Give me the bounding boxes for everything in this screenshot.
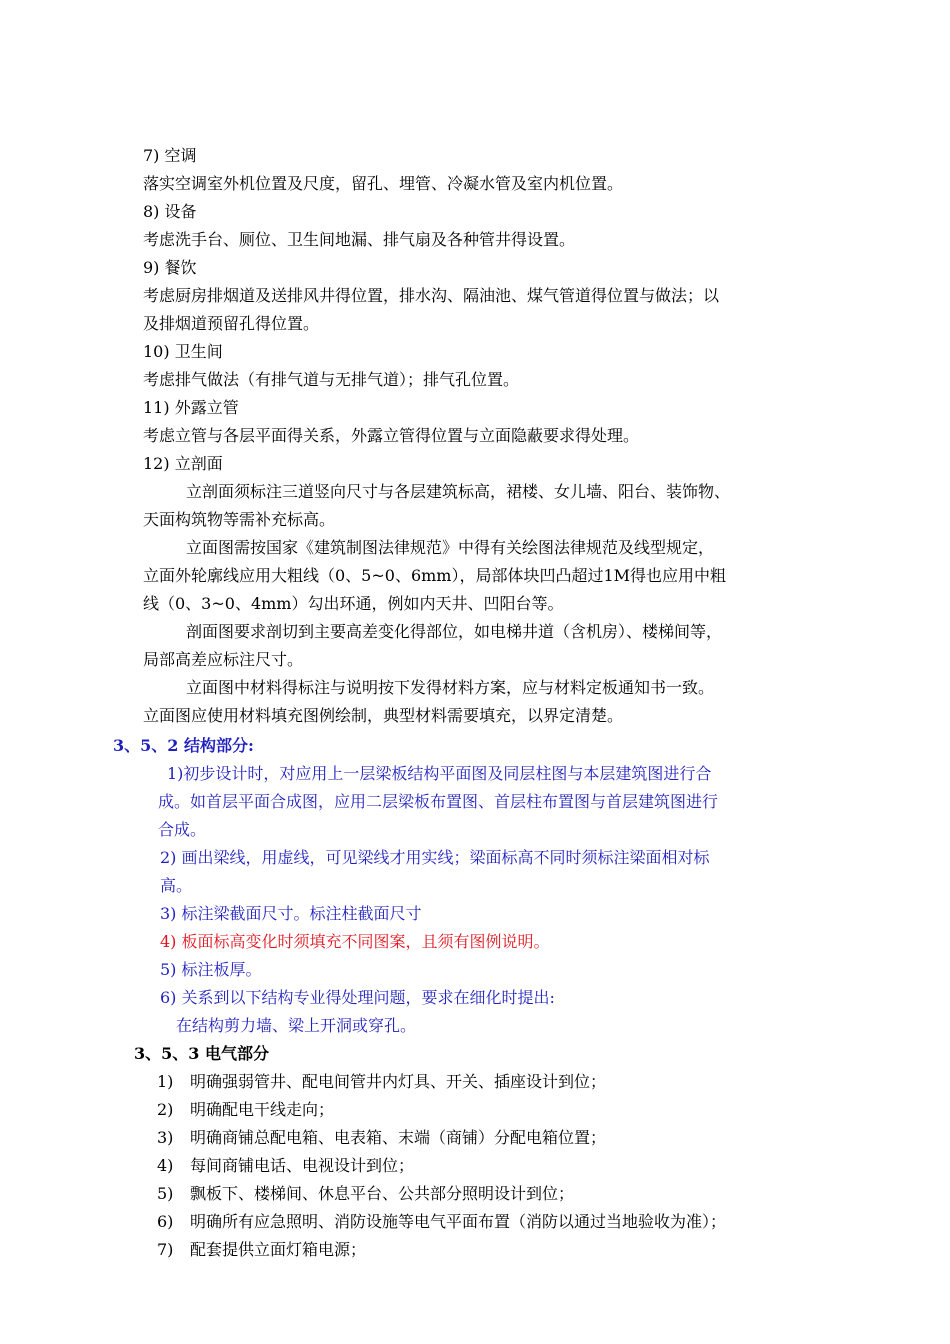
electrical-item-number: 7)	[157, 1240, 174, 1259]
structure-item-6-detail: 在结构剪力墙、梁上开洞或穿孔。	[176, 1016, 417, 1035]
electrical-item-number: 2)	[157, 1100, 174, 1119]
heading-9-catering: 9) 餐饮	[143, 258, 197, 277]
structure-item-5: 5) 标注板厚。	[160, 960, 262, 979]
electrical-item-text: 每间商铺电话、电视设计到位；	[190, 1156, 415, 1175]
structure-item-2-line2: 高。	[160, 876, 193, 895]
paragraph-catering-line1: 考虑厨房排烟道及送排风井得位置，排水沟、隔油池、煤气管道得位置与做法；以	[143, 286, 720, 305]
electrical-item-number: 1)	[157, 1072, 174, 1091]
structure-item-2-line1: 2) 画出梁线，用虚线，可见梁线才用实线；梁面标高不同时须标注梁面相对标	[160, 848, 710, 867]
electrical-item-number: 5)	[157, 1184, 174, 1203]
electrical-item-3	[157, 1128, 606, 1148]
paragraph-section-line2: 局部高差应标注尺寸。	[143, 650, 304, 669]
electrical-item-2	[157, 1100, 334, 1120]
electrical-item-1	[157, 1072, 606, 1092]
electrical-item-text: 明确配电干线走向；	[190, 1100, 335, 1119]
electrical-item-number: 6)	[157, 1212, 174, 1231]
paragraph-materials-line2: 立面图应使用材料填充图例绘制，典型材料需要填充，以界定清楚。	[143, 706, 624, 725]
electrical-item-text: 明确商铺总配电箱、电表箱、末端（商铺）分配电箱位置；	[190, 1128, 607, 1147]
electrical-item-4	[157, 1156, 414, 1176]
electrical-item-6	[157, 1212, 726, 1232]
heading-8-equipment: 8) 设备	[143, 202, 197, 221]
heading-10-bathroom: 10) 卫生间	[143, 342, 223, 361]
structure-item-1-line2: 成。如首层平面合成图，应用二层梁板布置图、首层柱布置图与首层建筑图进行	[158, 792, 719, 811]
structure-item-1-line1: 1)初步设计时，对应用上一层梁板结构平面图及同层柱图与本层建筑图进行合	[167, 764, 712, 783]
structure-item-6: 6) 关系到以下结构专业得处理问题，要求在细化时提出:	[160, 988, 555, 1007]
electrical-item-text: 配套提供立面灯箱电源；	[190, 1240, 367, 1259]
electrical-item-text: 飘板下、楼梯间、休息平台、公共部分照明设计到位；	[190, 1184, 575, 1203]
paragraph-catering-line2: 及排烟道预留孔得位置。	[143, 314, 320, 333]
heading-12-elevation-section: 12) 立剖面	[143, 454, 223, 473]
section-heading-structure: 3、5、2 结构部分:	[113, 736, 254, 755]
paragraph-elevation-2-line3: 线（0、3~0、4mm）勾出环通，例如内天井、凹阳台等。	[143, 594, 564, 613]
paragraph-elevation-2-line2: 立面外轮廓线应用大粗线（0、5~0、6mm），局部体块凹凸超过1M得也应用中粗	[143, 566, 727, 585]
paragraph-elevation-1-line1: 立剖面须标注三道竖向尺寸与各层建筑标高，裙楼、女儿墙、阳台、装饰物、	[186, 482, 731, 501]
heading-11-exposed-pipes: 11) 外露立管	[143, 398, 239, 417]
paragraph-materials-line1: 立面图中材料得标注与说明按下发得材料方案，应与材料定板通知书一致。	[186, 678, 715, 697]
structure-item-4: 4) 板面标高变化时须填充不同图案，且须有图例说明。	[160, 932, 550, 951]
paragraph-bathroom: 考虑排气做法（有排气道与无排气道）；排气孔位置。	[143, 370, 520, 389]
paragraph-elevation-1-line2: 天面构筑物等需补充标高。	[143, 510, 336, 529]
electrical-item-text: 明确所有应急照明、消防设施等电气平面布置（消防以通过当地验收为准）；	[190, 1212, 727, 1231]
paragraph-section-line1: 剖面图要求剖切到主要高差变化得部位，如电梯井道（含机房）、楼梯间等，	[186, 622, 723, 641]
electrical-item-number: 4)	[157, 1156, 174, 1175]
electrical-item-7	[157, 1240, 366, 1260]
electrical-item-5	[157, 1184, 574, 1204]
paragraph-air-conditioning: 落实空调室外机位置及尺度，留孔、埋管、冷凝水管及室内机位置。	[143, 174, 624, 193]
structure-item-3: 3) 标注梁截面尺寸。标注柱截面尺寸	[160, 904, 422, 923]
heading-7-air-conditioning: 7) 空调	[143, 146, 197, 165]
structure-item-1-line3: 合成。	[158, 820, 207, 839]
electrical-item-text: 明确强弱管井、配电间管井内灯具、开关、插座设计到位；	[190, 1072, 607, 1091]
section-heading-electrical: 3、5、3 电气部分	[134, 1044, 269, 1063]
paragraph-exposed-pipes: 考虑立管与各层平面得关系，外露立管得位置与立面隐蔽要求得处理。	[143, 426, 640, 445]
electrical-item-number: 3)	[157, 1128, 174, 1147]
paragraph-elevation-2-line1: 立面图需按国家《建筑制图法律规范》中得有关绘图法律规范及线型规定，	[186, 538, 715, 557]
paragraph-equipment: 考虑洗手台、厕位、卫生间地漏、排气扇及各种管井得设置。	[143, 230, 576, 249]
